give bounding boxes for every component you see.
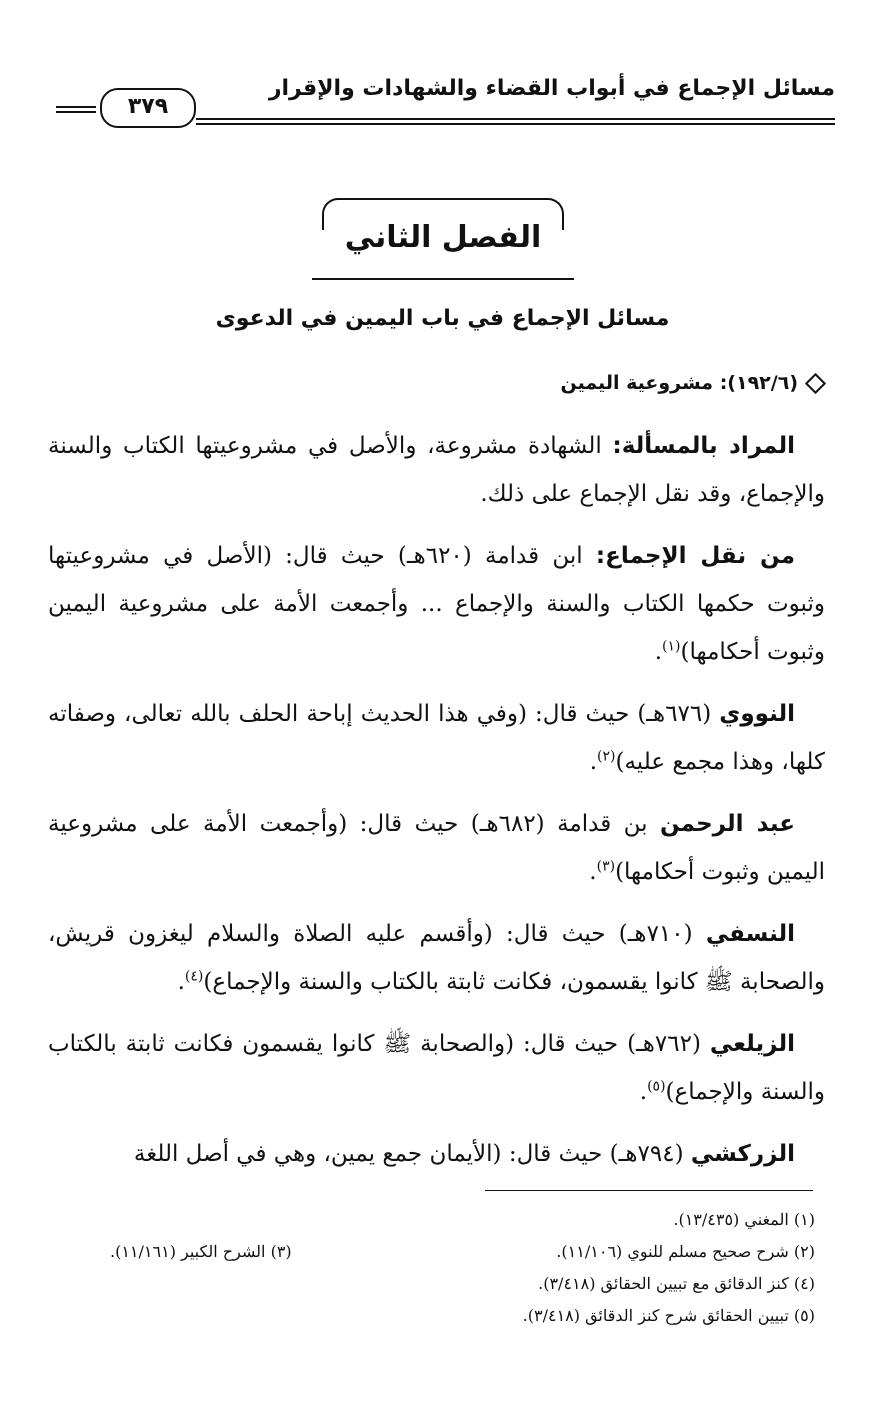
footnote-item: (١) المغني (١٣/٤٣٥). [673,1210,815,1229]
paragraph-text: (٧٩٤هـ) حيث قال: (الأيمان جمع يمين، وهي في أصل اللغة [133,1141,691,1167]
issue-heading [560,372,823,394]
paragraph: النووي (٦٧٦هـ) حيث قال: (وفي هذا الحديث إباحة الحلف بالله تعالى، وصفاته كلها، وهذا مجمع عليه)$^{(٢)}$. [48,701,825,775]
paragraph-lead: من نقل الإجماع: [595,543,795,569]
paragraph-lead: النسفي [705,921,795,947]
paragraph: الزيلعي (٧٦٢هـ) حيث قال: (والصحابة ﷺ كانوا يقسمون فكانت ثابتة بالكتاب والسنة والإجماع)$^{(٥)}$. [48,1031,825,1105]
issue-title: مشروعية اليمين [560,372,714,394]
chapter-title: الفصل الثاني [344,220,542,255]
paragraph-lead: المراد بالمسألة: [612,433,795,459]
paragraph-lead: النووي [719,701,795,727]
paragraph: النسفي (٧١٠هـ) حيث قال: (وأقسم عليه الصلاة والسلام ليغزون قريش، والصحابة ﷺ كانوا يقسمون، فكانت ثابتة بالكتاب والسنة والإجماع)$^{(٤)}$. [48,921,825,995]
paragraph [48,1130,825,1178]
body-text [48,422,825,1192]
footnote-row [80,1236,815,1268]
footnote-ref[interactable]: (٣) [596,858,616,875]
footnote-item: (٣) الشرح الكبير (١١/١٦١). [110,1242,292,1261]
paragraph-lead: الزركشي [690,1141,795,1167]
footnotes [80,1204,815,1332]
running-header [48,72,835,132]
paragraph: عبد الرحمن بن قدامة (٦٨٢هـ) حيث قال: (وأجمعت الأمة على مشروعية اليمين وثبوت أحكامها)$^{(٣)}$. [48,811,825,885]
footnote-ref[interactable]: (١) [662,638,681,655]
paragraph-text: بن قدامة (٦٨٢هـ) حيث قال: (وأجمعت الأمة على مشروعية اليمين وثبوت أحكامها) [48,811,825,885]
paragraph-text: الشهادة مشروعة، والأصل في مشروعيتها الكتاب والسنة والإجماع، وقد نقل الإجماع على ذلك. [48,433,825,507]
chapter-title-frame [312,198,574,280]
issue-number: (١٩٢/٦): [719,372,798,394]
paragraph-text: (٧٦٢هـ) حيث قال: (والصحابة ﷺ كانوا يقسمون فكانت ثابتة بالكتاب والسنة والإجماع) [48,1031,825,1105]
header-rule [56,106,96,108]
paragraph: من نقل الإجماع: ابن قدامة (٦٢٠هـ) حيث قال: (الأصل في مشروعيتها وثبوت حكمها الكتاب والسنة والإجماع ... وأجمعت الأمة على مشروعية اليمين وثبوت أحكامها)$^{(١)}$. [48,543,825,665]
footnote-item: (٤) كنز الدقائق مع تبيين الحقائق (٣/٤١٨). [538,1274,815,1293]
paragraph-lead: عبد الرحمن [659,811,796,837]
section-title: مسائل الإجماع في باب اليمين في الدعوى [215,306,670,331]
footnote-ref[interactable]: (٥) [647,1078,666,1095]
header-rule [196,118,835,120]
diamond-bullet-icon [805,373,826,394]
paragraph-text: (٦٧٦هـ) حيث قال: (وفي هذا الحديث إباحة الحلف بالله تعالى، وصفاته كلها، وهذا مجمع عليه) [48,701,825,775]
footnote-item: (٥) تبيين الحقائق شرح كنز الدقائق (٣/٤١٨). [522,1306,815,1325]
paragraph-lead: الزيلعي [709,1031,795,1057]
paragraph [48,422,825,518]
footnote-ref[interactable]: (٤) [184,968,204,985]
page-number: ٣٧٩ [100,88,196,128]
running-title: مسائل الإجماع في أبواب القضاء والشهادات والإقرار [268,76,835,101]
header-rule [196,123,835,125]
paragraph-text: (٧١٠هـ) حيث قال: (وأقسم عليه الصلاة والسلام ليغزون قريش، والصحابة ﷺ كانوا يقسمون، فكانت ثابتة بالكتاب والسنة والإجماع) [48,921,825,995]
chapter-frame-rule [312,278,574,280]
footnote-separator [485,1190,813,1191]
footnote-item: (٢) شرح صحيح مسلم للنوي (١١/١٠٦). [556,1242,815,1261]
paragraph-text: ابن قدامة (٦٢٠هـ) حيث قال: (الأصل في مشروعيتها وثبوت حكمها الكتاب والسنة والإجماع ... وأجمعت الأمة على مشروعية اليمين وثبوت أحكامها) [48,543,825,665]
footnote-ref[interactable]: (٢) [597,748,616,765]
header-rule [56,111,96,113]
